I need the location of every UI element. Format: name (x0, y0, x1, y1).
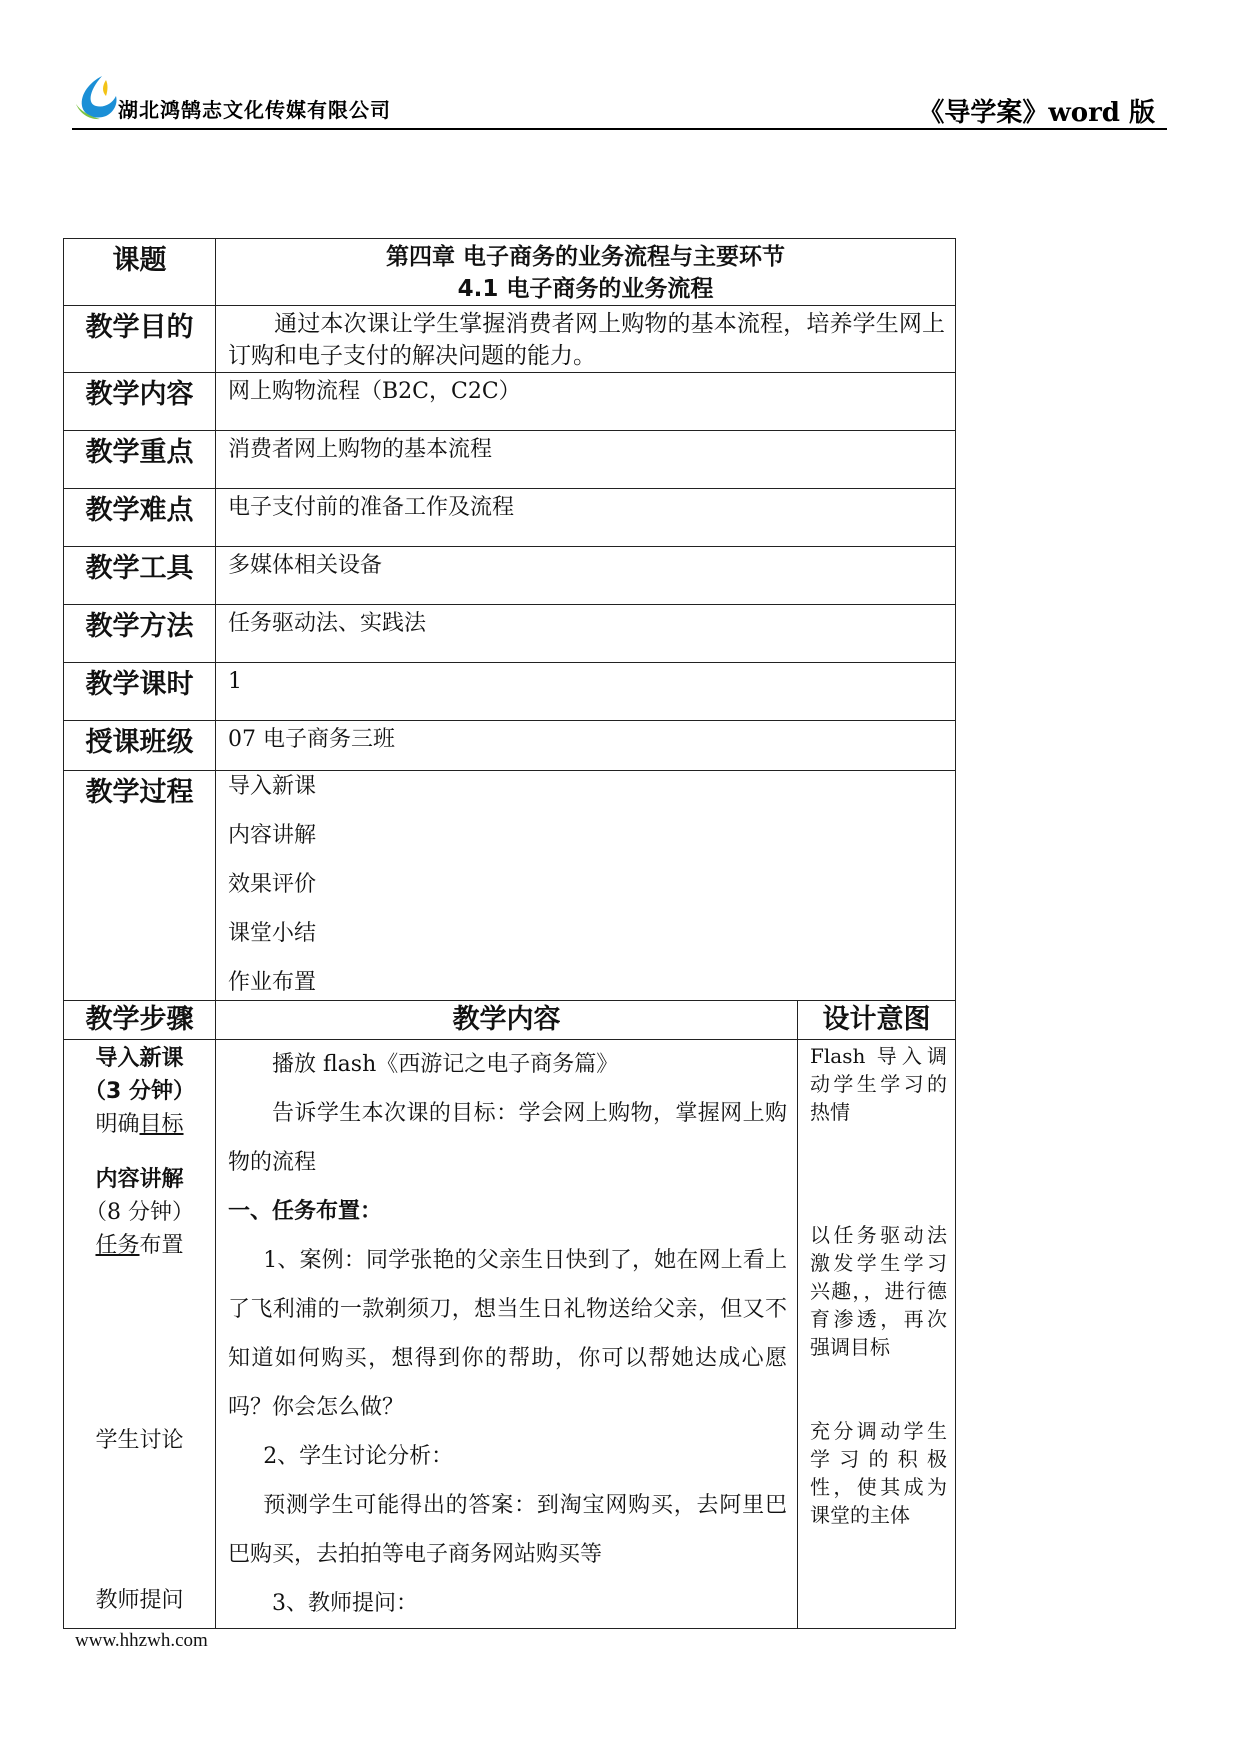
intent-column (798, 1040, 956, 1629)
content-p5: 预测学生可能得出的答案：到淘宝网购买，去阿里巴巴购买，去拍拍等电子商务网站购买等 (228, 1493, 787, 1567)
step-explain-time: （8 分钟） (85, 1200, 194, 1225)
content-col-header: 教学内容 (216, 1001, 798, 1040)
content-value: 网上购物流程（B2C，C2C） (216, 373, 956, 431)
company-logo-icon (72, 74, 122, 122)
objective-cell (216, 306, 956, 373)
process-item: 导入新课 (228, 774, 317, 799)
row-objective (64, 306, 956, 373)
tools-label: 教学工具 (64, 547, 216, 605)
content-p4: 2、学生讨论分析： (263, 1444, 454, 1469)
step-explain-title: 内容讲解 (95, 1167, 184, 1192)
class-value: 07 电子商务三班 (216, 721, 956, 771)
content-column (216, 1040, 798, 1629)
row-topic (64, 239, 956, 306)
row-hours (64, 663, 956, 721)
step-explain-sub-b: 布置 (139, 1233, 184, 1258)
intent-r2: 以任务驱动法激发学生学习兴趣，，进行德育渗透，再次强调目标 (810, 1223, 948, 1359)
topic-line1: 第四章 电子商务的业务流程与主要环节 (386, 244, 786, 270)
row-class (64, 721, 956, 771)
topic-line2: 4.1 电子商务的业务流程 (457, 276, 714, 302)
row-process (64, 771, 956, 1001)
process-list (216, 771, 956, 1001)
objective-text: 通过本次课让学生掌握消费者网上购物的基本流程，培养学生网上订购和电子支付的解决问题的能力。 (228, 311, 946, 369)
content-p1: 播放 flash《西游记之电子商务篇》 (272, 1052, 619, 1077)
step-teacher-question: 教师提问 (95, 1588, 184, 1613)
step-explain-sub (64, 1229, 215, 1262)
difficulty-label: 教学难点 (64, 489, 216, 547)
step-discussion: 学生讨论 (95, 1428, 184, 1453)
content-p6: 3、教师提问： (272, 1591, 418, 1616)
row-content (64, 373, 956, 431)
tools-value: 多媒体相关设备 (216, 547, 956, 605)
process-item: 内容讲解 (228, 823, 317, 848)
process-item: 作业布置 (228, 970, 317, 995)
difficulty-value: 电子支付前的准备工作及流程 (216, 489, 956, 547)
row-steps-body (64, 1040, 956, 1629)
method-value: 任务驱动法、实践法 (216, 605, 956, 663)
step-intro-sub-a: 明确 (95, 1112, 140, 1137)
row-difficulty (64, 489, 956, 547)
hours-label: 教学课时 (64, 663, 216, 721)
lesson-plan-table (63, 238, 956, 1629)
header-divider (72, 128, 1167, 130)
row-key-point (64, 431, 956, 489)
class-label: 授课班级 (64, 721, 216, 771)
step-explain-sub-a: 任务 (95, 1233, 140, 1258)
topic-cell (216, 239, 956, 306)
step-intro-title: 导入新课 (95, 1046, 184, 1071)
steps-col-header: 教学步骤 (64, 1001, 216, 1040)
topic-label: 课题 (64, 239, 216, 306)
content-p3: 1、案例：同学张艳的父亲生日快到了，她在网上看上了飞利浦的一款剃须刀，想当生日礼物送给父亲，但又不知道如何购买，想得到你的帮助，你可以帮她达成心愿吗？你会怎么做？ (228, 1248, 787, 1420)
intent-r1: Flash 导入调动学生学习的热情 (810, 1044, 948, 1124)
footer-url: www.hhzwh.com (75, 1630, 208, 1651)
step-intro-time: （3 分钟） (84, 1079, 195, 1104)
content-p2: 告诉学生本次课的目标：学会网上购物，掌握网上购物的流程 (228, 1101, 787, 1175)
step-intro-sub (64, 1108, 215, 1141)
row-steps-header (64, 1001, 956, 1040)
key-point-label: 教学重点 (64, 431, 216, 489)
intent-col-header: 设计意图 (798, 1001, 956, 1040)
row-method (64, 605, 956, 663)
process-item: 课堂小结 (228, 921, 317, 946)
key-point-value: 消费者网上购物的基本流程 (216, 431, 956, 489)
document-type: 《导学案》word 版 (918, 98, 1155, 128)
hours-value: 1 (216, 663, 956, 721)
step-intro-sub-b: 目标 (139, 1112, 184, 1137)
objective-label: 教学目的 (64, 306, 216, 373)
content-section-task: 一、任务布置： (228, 1199, 383, 1224)
process-item: 效果评价 (228, 872, 317, 897)
company-name: 湖北鸿鹄志文化传媒有限公司 (118, 98, 391, 122)
process-label: 教学过程 (64, 771, 216, 1001)
content-label: 教学内容 (64, 373, 216, 431)
row-tools (64, 547, 956, 605)
intent-r3: 充分调动学生学习的积极性，使其成为课堂的主体 (810, 1419, 948, 1527)
method-label: 教学方法 (64, 605, 216, 663)
steps-column (64, 1040, 216, 1629)
